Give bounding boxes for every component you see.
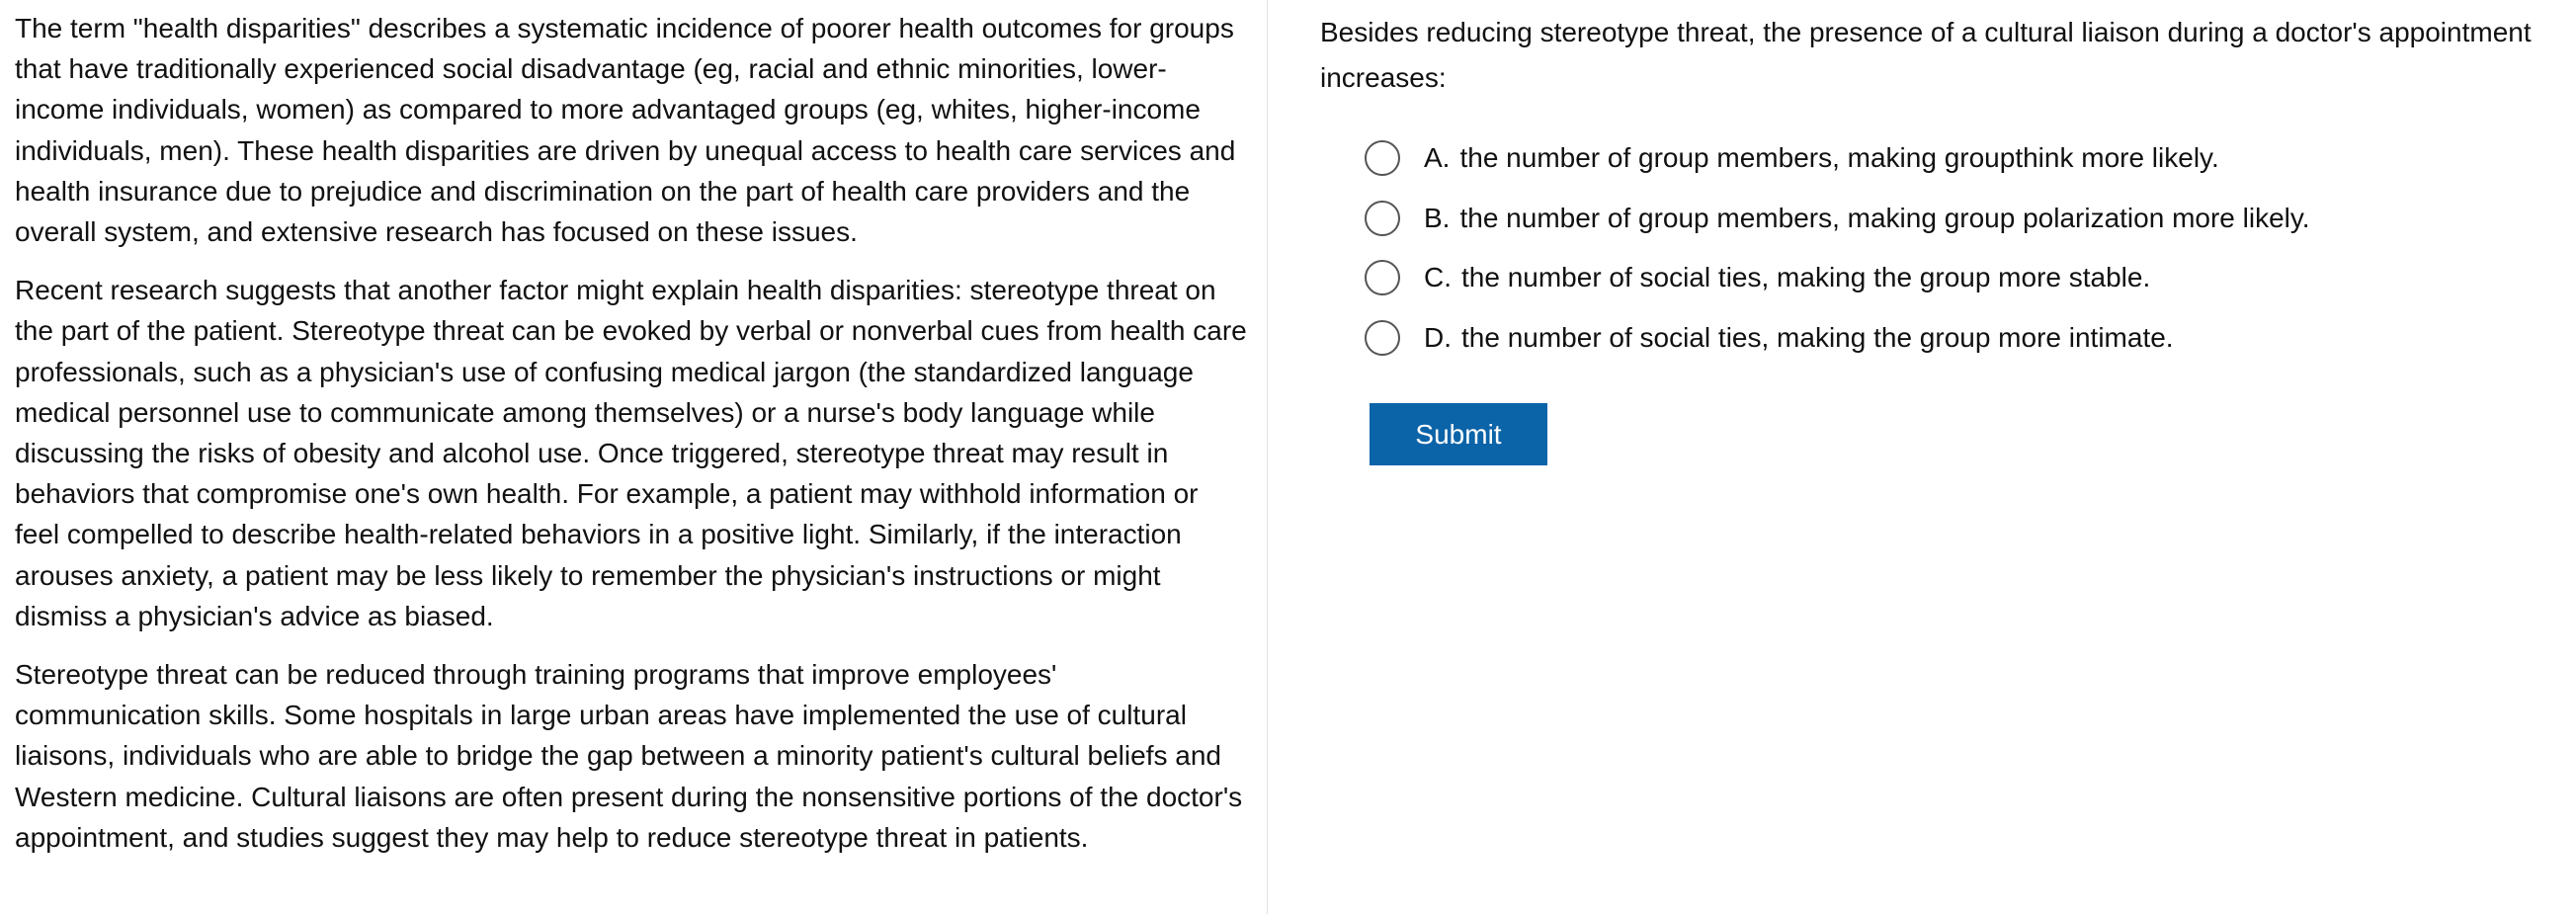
pane-divider <box>1267 0 1268 914</box>
submit-button[interactable]: Submit <box>1370 403 1547 465</box>
option-letter: B. <box>1424 202 1451 233</box>
passage-paragraph: Recent research suggests that another factor might explain health disparities: stereotype threat on the part of the patient. Stereotype threat can be evoked by verbal or nonverbal cues from health care professionals, such as a physician's use of confusing medical jargon (the standardized language medical personnel use to communicate among themselves) or a nurse's body language while discussing the risks of obesity and alcohol use. Once triggered, stereotype threat may result in behaviors that compromise one's own health. For example, a patient may withhold information or feel compelled to describe health-related behaviors in a positive light. Similarly, if the interaction arouses anxiety, a patient may be less likely to remember the physician's instructions or might dismiss a physician's advice as biased. <box>15 275 1247 631</box>
option-letter: A. <box>1424 142 1451 174</box>
option-letter: C. <box>1424 262 1452 293</box>
passage-paragraph: The term "health disparities" describes a systematic incidence of poorer health outcomes for groups that have traditionally experienced social disadvantage (eg, racial and ethnic minorities, lower-income individuals, women) as compared to more advantaged groups (eg, whites, higher-income individuals, men). These health disparities are driven by unequal access to health care services and health insurance due to prejudice and discrimination on the part of health care providers and the overall system, and extensive research has focused on these issues. <box>15 13 1236 248</box>
option-text: the number of social ties, making the group more intimate. <box>1461 321 2174 353</box>
radio-button[interactable] <box>1365 201 1400 236</box>
passage-pane <box>15 8 1250 875</box>
option-text: the number of group members, making group polarization more likely. <box>1459 202 2310 233</box>
answer-option-a[interactable] <box>1365 128 2570 189</box>
option-letter: D. <box>1424 321 1452 353</box>
question-pane <box>1320 10 2570 465</box>
question-stem: Besides reducing stereotype threat, the presence of a cultural liaison during a doctor's appointment increases: <box>1320 17 2532 93</box>
radio-button[interactable] <box>1365 320 1400 356</box>
answer-option-b[interactable] <box>1365 189 2570 249</box>
answer-options <box>1365 128 2570 368</box>
answer-option-c[interactable] <box>1365 248 2570 308</box>
answer-option-d[interactable] <box>1365 308 2570 369</box>
radio-button[interactable] <box>1365 140 1400 176</box>
passage-paragraph: Stereotype threat can be reduced through training programs that improve employees' communication skills. Some hospitals in large urban areas have implemented the use of cultural liaisons, individuals who are able to bridge the gap between a minority patient's cultural beliefs and Western medicine. Cultural liaisons are often present during the nonsensitive portions of the doctor's appointment, and studies suggest they may help to reduce stereotype threat in patients. <box>15 659 1243 853</box>
option-text: the number of social ties, making the group more stable. <box>1461 262 2151 293</box>
option-text: the number of group members, making groupthink more likely. <box>1459 142 2219 174</box>
radio-button[interactable] <box>1365 260 1400 295</box>
